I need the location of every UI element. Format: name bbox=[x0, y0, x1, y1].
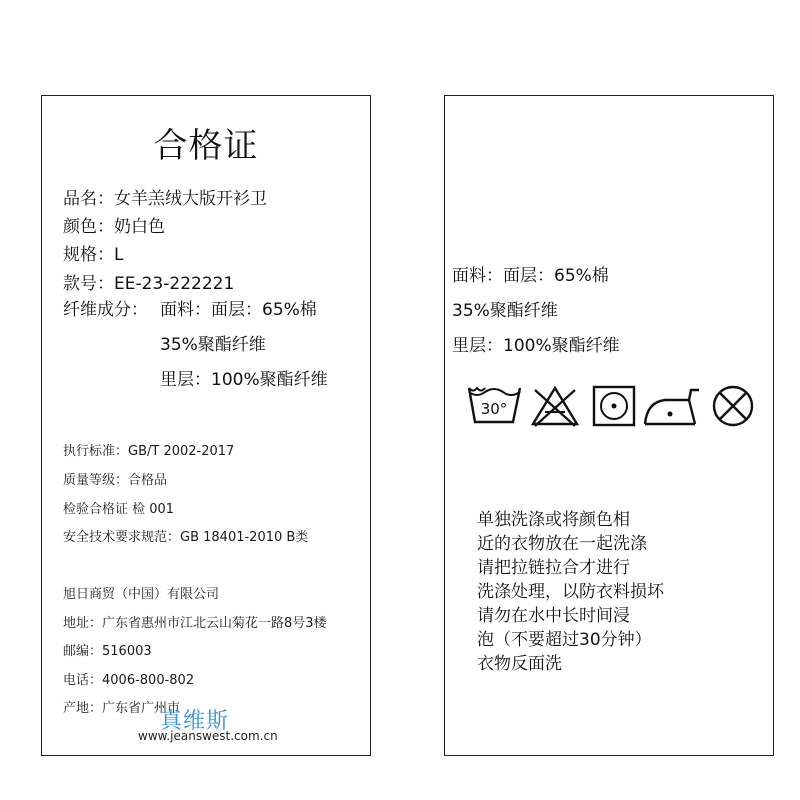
care-line: 单独洗涤或将颜色相 bbox=[477, 510, 630, 530]
inspection-certificate: 检验合格证 检 001 bbox=[63, 502, 175, 517]
postcode: 邮编：516003 bbox=[63, 644, 152, 659]
execution-standard: 执行标准：GB/T 2002-2017 bbox=[63, 444, 235, 459]
material-polyester: 35%聚酯纤维 bbox=[452, 301, 558, 321]
product-color: 颜色：奶白色 bbox=[63, 217, 165, 237]
fiber-outer-layer: 面料：面层：65%棉 bbox=[160, 300, 317, 320]
care-line: 泡（不要超过30分钟） bbox=[477, 630, 652, 650]
safety-standard: 安全技术要求规范：GB 18401-2010 B类 bbox=[63, 530, 309, 545]
place-of-origin: 产地：广东省广州市 bbox=[63, 701, 181, 716]
product-size: 规格：L bbox=[63, 245, 124, 265]
certificate-title: 合格证 bbox=[153, 126, 259, 166]
product-name: 品名：女羊羔绒大版开衫卫 bbox=[63, 189, 267, 209]
material-inner-layer: 里层：100%聚酯纤维 bbox=[452, 336, 620, 356]
material-outer-layer: 面料：面层：65%棉 bbox=[452, 266, 609, 286]
care-symbols bbox=[467, 384, 757, 434]
fiber-polyester: 35%聚酯纤维 bbox=[160, 335, 266, 355]
care-line: 请勿在水中长时间浸 bbox=[477, 606, 630, 626]
do-not-bleach-icon bbox=[529, 384, 581, 428]
care-label bbox=[444, 95, 774, 756]
care-line: 请把拉链拉合才进行 bbox=[477, 558, 630, 578]
care-line: 洗涤处理，以防衣料损坏 bbox=[477, 582, 664, 602]
company-name: 旭日商贸（中国）有限公司 bbox=[63, 587, 220, 602]
quality-grade: 质量等级：合格品 bbox=[63, 473, 168, 488]
fiber-composition-label: 纤维成分： bbox=[63, 300, 148, 320]
care-line: 衣物反面洗 bbox=[477, 654, 562, 674]
certificate-label bbox=[41, 95, 371, 756]
wash-30-icon bbox=[467, 384, 523, 428]
brand-logo-text: 真维斯 bbox=[160, 709, 230, 734]
care-instructions bbox=[477, 508, 664, 676]
tumble-dry-icon bbox=[591, 384, 639, 428]
care-line: 近的衣物放在一起洗涤 bbox=[477, 534, 647, 554]
fiber-inner-layer: 里层：100%聚酯纤维 bbox=[160, 370, 328, 390]
iron-icon bbox=[643, 384, 703, 428]
wash-temperature: 30° bbox=[480, 400, 508, 418]
do-not-dry-clean-icon bbox=[709, 384, 757, 428]
company-address: 地址：广东省惠州市江北云山菊花一路8号3楼 bbox=[63, 616, 327, 631]
phone: 电话：4006-800-802 bbox=[63, 673, 195, 688]
style-number: 款号：EE-23-222221 bbox=[63, 274, 235, 294]
brand-url: www.jeanswest.com.cn bbox=[138, 729, 278, 743]
